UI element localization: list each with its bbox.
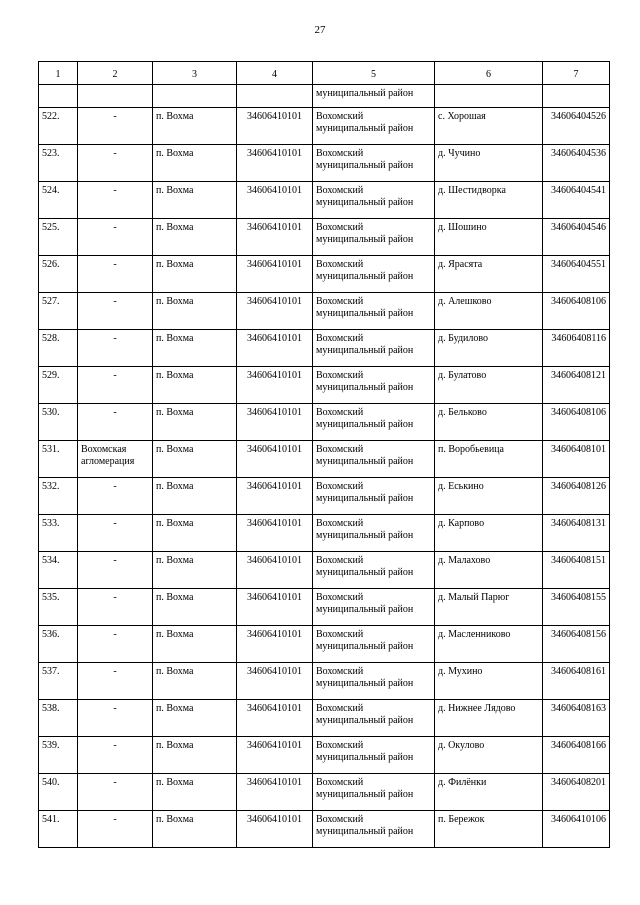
cell-settlement-code: 34606404526	[543, 108, 610, 145]
table-row	[39, 737, 610, 774]
cell-municipality: Вохомский муниципальный район	[313, 774, 435, 811]
column-header: 7	[543, 62, 610, 85]
cell-agglomeration: -	[78, 737, 153, 774]
cell-number: 531.	[39, 441, 78, 478]
table-row	[39, 219, 610, 256]
cell-municipality: Вохомский муниципальный район	[313, 515, 435, 552]
cell-center-code: 34606410101	[237, 330, 313, 367]
header-row	[39, 62, 610, 85]
cell-settlement-code: 34606408151	[543, 552, 610, 589]
table-row	[39, 404, 610, 441]
cell-settlement: д. Еськино	[435, 478, 543, 515]
cell-number: 538.	[39, 700, 78, 737]
cell-number: 540.	[39, 774, 78, 811]
cell-settlement-code: 34606408126	[543, 478, 610, 515]
cell-center: п. Вохма	[153, 182, 237, 219]
cell-center-code: 34606410101	[237, 441, 313, 478]
cell-center: п. Вохма	[153, 737, 237, 774]
cell-center-code: 34606410101	[237, 404, 313, 441]
cell-center: п. Вохма	[153, 330, 237, 367]
cell-municipality: Вохомский муниципальный район	[313, 441, 435, 478]
cell-center-code: 34606410101	[237, 774, 313, 811]
cell-municipality: Вохомский муниципальный район	[313, 478, 435, 515]
cell-center: п. Вохма	[153, 478, 237, 515]
cell-number: 529.	[39, 367, 78, 404]
cell-agglomeration: -	[78, 256, 153, 293]
cell-center: п. Вохма	[153, 774, 237, 811]
cell-municipality: Вохомский муниципальный район	[313, 145, 435, 182]
column-header: 2	[78, 62, 153, 85]
cell-center-code: 34606410101	[237, 478, 313, 515]
cell-settlement: д. Мухино	[435, 663, 543, 700]
cell-number: 526.	[39, 256, 78, 293]
cell-number: 533.	[39, 515, 78, 552]
cell-settlement-code: 34606404536	[543, 145, 610, 182]
cell-settlement-code: 34606408131	[543, 515, 610, 552]
table-row	[39, 811, 610, 848]
cell-settlement-code: 34606408161	[543, 663, 610, 700]
cell-settlement: д. Филёнки	[435, 774, 543, 811]
cell-center-code: 34606410101	[237, 552, 313, 589]
cell-municipality: Вохомский муниципальный район	[313, 182, 435, 219]
cell-center-code: 34606410101	[237, 256, 313, 293]
cell-number: 530.	[39, 404, 78, 441]
cell-municipality: Вохомский муниципальный район	[313, 589, 435, 626]
cell	[153, 85, 237, 108]
cell-number: 523.	[39, 145, 78, 182]
cell-settlement: д. Шошино	[435, 219, 543, 256]
cell-municipality: Вохомский муниципальный район	[313, 293, 435, 330]
cell-settlement: д. Булатово	[435, 367, 543, 404]
cell-center-code: 34606410101	[237, 108, 313, 145]
cell-municipality: Вохомский муниципальный район	[313, 737, 435, 774]
cell-center: п. Вохма	[153, 811, 237, 848]
table-row	[39, 663, 610, 700]
cell	[39, 85, 78, 108]
cell-center: п. Вохма	[153, 663, 237, 700]
cell-agglomeration: -	[78, 293, 153, 330]
cell-center: п. Вохма	[153, 293, 237, 330]
cell-agglomeration: -	[78, 108, 153, 145]
table-row	[39, 145, 610, 182]
cell-number: 522.	[39, 108, 78, 145]
cell-center-code: 34606410101	[237, 515, 313, 552]
cell-settlement: д. Окулово	[435, 737, 543, 774]
cell-settlement: д. Будилово	[435, 330, 543, 367]
cell-settlement: д. Бельково	[435, 404, 543, 441]
cell-municipality: Вохомский муниципальный район	[313, 404, 435, 441]
cell-center-code: 34606410101	[237, 293, 313, 330]
cell-center: п. Вохма	[153, 256, 237, 293]
table-row	[39, 367, 610, 404]
cell-number: 535.	[39, 589, 78, 626]
cell-center: п. Вохма	[153, 145, 237, 182]
cell-agglomeration: -	[78, 219, 153, 256]
cell-municipality: Вохомский муниципальный район	[313, 219, 435, 256]
cell-municipality: Вохомский муниципальный район	[313, 552, 435, 589]
cell-settlement: д. Карпово	[435, 515, 543, 552]
table-row	[39, 182, 610, 219]
column-header: 1	[39, 62, 78, 85]
cell-municipality: Вохомский муниципальный район	[313, 663, 435, 700]
cell-settlement-code: 34606408106	[543, 293, 610, 330]
cell-settlement: д. Нижнее Лядово	[435, 700, 543, 737]
cell-number: 536.	[39, 626, 78, 663]
cell-agglomeration: -	[78, 663, 153, 700]
cell-municipality: Вохомский муниципальный район	[313, 256, 435, 293]
cell-settlement-code: 34606408121	[543, 367, 610, 404]
column-header: 4	[237, 62, 313, 85]
cell-municipality: муниципальный район	[313, 85, 435, 108]
cell-settlement-code: 34606408201	[543, 774, 610, 811]
cell	[237, 85, 313, 108]
cell-center: п. Вохма	[153, 515, 237, 552]
cell-number: 532.	[39, 478, 78, 515]
cell-center: п. Вохма	[153, 589, 237, 626]
cell-number: 527.	[39, 293, 78, 330]
cell-center-code: 34606410101	[237, 626, 313, 663]
cell-settlement: д. Шестидворка	[435, 182, 543, 219]
cell-settlement-code: 34606404551	[543, 256, 610, 293]
column-header: 6	[435, 62, 543, 85]
cell-settlement: д. Алешково	[435, 293, 543, 330]
cell-settlement-code: 34606404546	[543, 219, 610, 256]
cell-municipality: Вохомский муниципальный район	[313, 330, 435, 367]
cell-number: 525.	[39, 219, 78, 256]
cell-center: п. Вохма	[153, 441, 237, 478]
cell-number: 524.	[39, 182, 78, 219]
cell-agglomeration: -	[78, 404, 153, 441]
cell-center-code: 34606410101	[237, 663, 313, 700]
cell-number: 534.	[39, 552, 78, 589]
cell	[78, 85, 153, 108]
cell-number: 537.	[39, 663, 78, 700]
cell-settlement: п. Бережок	[435, 811, 543, 848]
cell-municipality: Вохомский муниципальный район	[313, 700, 435, 737]
column-header: 3	[153, 62, 237, 85]
cell-agglomeration: Вохомская агломерация	[78, 441, 153, 478]
cell-center-code: 34606410101	[237, 737, 313, 774]
column-header: 5	[313, 62, 435, 85]
cell-settlement: п. Воробьевица	[435, 441, 543, 478]
cell-settlement-code: 34606408155	[543, 589, 610, 626]
cell-municipality: Вохомский муниципальный район	[313, 626, 435, 663]
cell-settlement-code: 34606408116	[543, 330, 610, 367]
cell-settlement: д. Чучино	[435, 145, 543, 182]
settlements-table	[38, 61, 610, 848]
cell	[435, 85, 543, 108]
table-row	[39, 515, 610, 552]
table-row	[39, 330, 610, 367]
cell-agglomeration: -	[78, 700, 153, 737]
cell-agglomeration: -	[78, 478, 153, 515]
cell-settlement: д. Масленниково	[435, 626, 543, 663]
cell-settlement-code: 34606408101	[543, 441, 610, 478]
cell-center: п. Вохма	[153, 700, 237, 737]
cell-center: п. Вохма	[153, 626, 237, 663]
cell-number: 528.	[39, 330, 78, 367]
table-row	[39, 774, 610, 811]
cell-agglomeration: -	[78, 330, 153, 367]
table-row	[39, 626, 610, 663]
table-row	[39, 589, 610, 626]
cell-settlement-code: 34606408163	[543, 700, 610, 737]
cell-center: п. Вохма	[153, 108, 237, 145]
table-row	[39, 293, 610, 330]
table-row	[39, 256, 610, 293]
cell-settlement-code: 34606404541	[543, 182, 610, 219]
cell-agglomeration: -	[78, 552, 153, 589]
cell-settlement-code: 34606408156	[543, 626, 610, 663]
table-row	[39, 108, 610, 145]
cell-settlement-code: 34606410106	[543, 811, 610, 848]
cell-agglomeration: -	[78, 367, 153, 404]
table-row	[39, 552, 610, 589]
cell-center: п. Вохма	[153, 367, 237, 404]
cell-center-code: 34606410101	[237, 700, 313, 737]
cell-settlement: д. Малый Парюг	[435, 589, 543, 626]
cell-municipality: Вохомский муниципальный район	[313, 108, 435, 145]
table-row	[39, 478, 610, 515]
cell-agglomeration: -	[78, 589, 153, 626]
cell-settlement: д. Ярасята	[435, 256, 543, 293]
cell-number: 541.	[39, 811, 78, 848]
cell-agglomeration: -	[78, 811, 153, 848]
cell-settlement-code: 34606408166	[543, 737, 610, 774]
cell-center: п. Вохма	[153, 219, 237, 256]
cell-center: п. Вохма	[153, 552, 237, 589]
cell-agglomeration: -	[78, 145, 153, 182]
table-row	[39, 441, 610, 478]
cell-center-code: 34606410101	[237, 367, 313, 404]
cell-settlement: с. Хорошая	[435, 108, 543, 145]
cell-agglomeration: -	[78, 626, 153, 663]
cell-municipality: Вохомский муниципальный район	[313, 811, 435, 848]
cell-settlement: д. Малахово	[435, 552, 543, 589]
cell-center-code: 34606410101	[237, 182, 313, 219]
continuation-row	[39, 85, 610, 108]
cell-agglomeration: -	[78, 774, 153, 811]
cell-agglomeration: -	[78, 182, 153, 219]
cell	[543, 85, 610, 108]
page-number: 27	[314, 24, 326, 36]
cell-municipality: Вохомский муниципальный район	[313, 367, 435, 404]
cell-center-code: 34606410101	[237, 145, 313, 182]
cell-center: п. Вохма	[153, 404, 237, 441]
cell-agglomeration: -	[78, 515, 153, 552]
cell-center-code: 34606410101	[237, 219, 313, 256]
table-row	[39, 700, 610, 737]
cell-number: 539.	[39, 737, 78, 774]
cell-settlement-code: 34606408106	[543, 404, 610, 441]
cell-center-code: 34606410101	[237, 589, 313, 626]
cell-center-code: 34606410101	[237, 811, 313, 848]
